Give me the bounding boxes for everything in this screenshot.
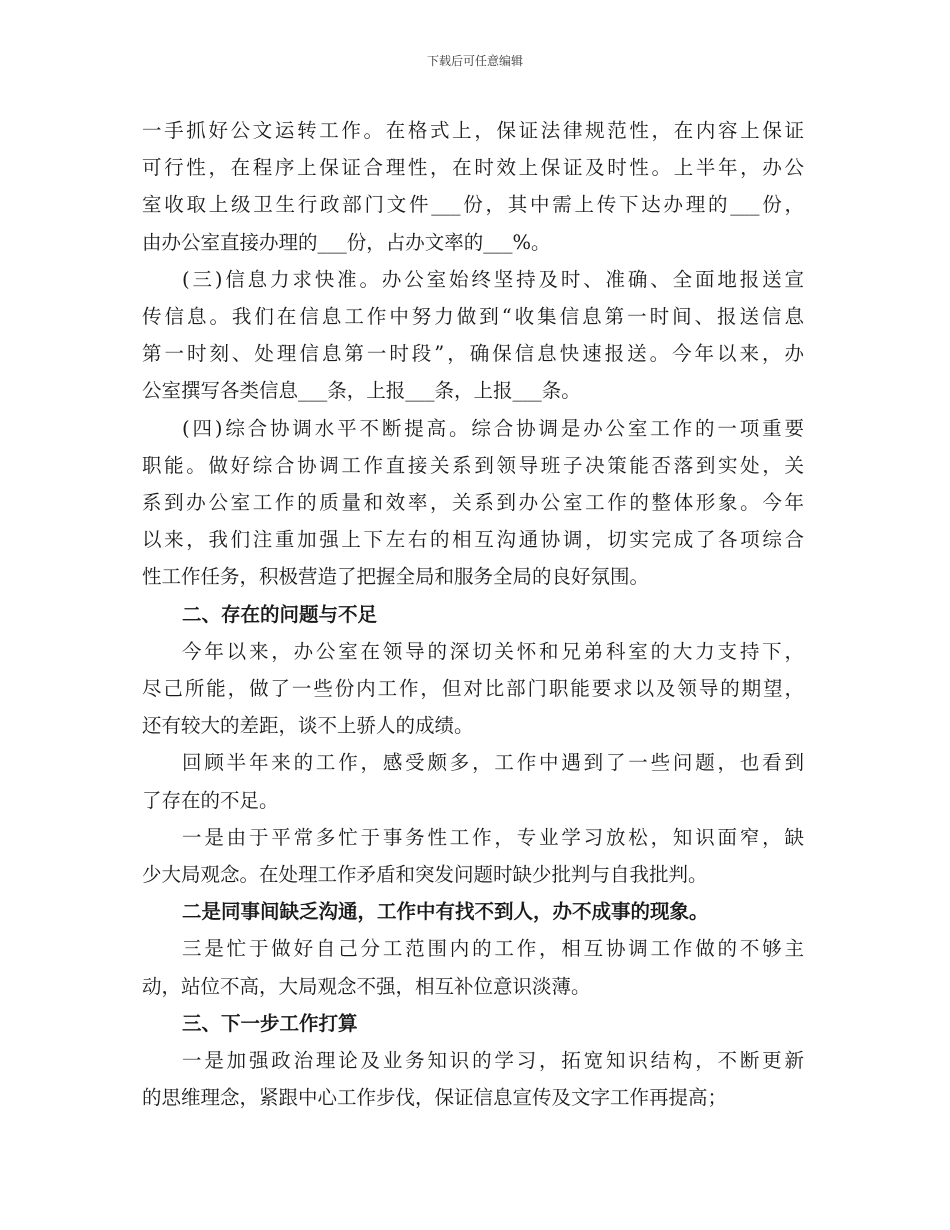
paragraph-line: 一是由于平常多忙于事务性工作，专业学习放松，知识面窄，缺 [182, 825, 804, 849]
paragraph-line: 尽己所能，做了一些份内工作，但对比部门职能要求以及领导的期望， [142, 677, 804, 701]
paragraph-line: 系到办公室工作的质量和效率，关系到办公室工作的整体形象。今年 [142, 491, 804, 515]
paragraph-line: 职能。做好综合协调工作直接关系到领导班子决策能否落到实处，关 [142, 453, 804, 477]
section-heading-line: 二是同事间缺乏沟通，工作中有找不到人，办不成事的现象。 [182, 900, 709, 924]
paragraph-line: 的思维理念，紧跟中心工作步伐，保证信息宣传及文字工作再提高； [142, 1086, 728, 1110]
text-block [142, 112, 804, 1116]
paragraph-line: 一是加强政治理论及业务知识的学习，拓宽知识结构，不断更新 [182, 1049, 804, 1073]
document-body [142, 112, 804, 1116]
section-heading-line: 三、下一步工作打算 [182, 1011, 358, 1035]
paragraph-line: 第一时刻、处理信息第一时段”，确保信息快速报送。今年以来，办 [142, 342, 804, 366]
paragraph-line: 还有较大的差距，谈不上骄人的成绩。 [142, 714, 474, 738]
paragraph-line: 传信息。我们在信息工作中努力做到“收集信息第一时间、报送信息 [142, 305, 804, 329]
paragraph-line: (三)信息力求快准。办公室始终坚持及时、准确、全面地报送宣 [182, 267, 804, 291]
paragraph-line: 性工作任务，积极营造了把握全局和服务全局的良好氛围。 [142, 565, 650, 589]
paragraph-line: 少大局观念。在处理工作矛盾和突发问题时缺少批判与自我批判。 [142, 863, 708, 887]
paragraph-line: 由办公室直接办理的___份，占办文率的___%。 [142, 230, 551, 254]
paragraph-line: 公室撰写各类信息___条，上报___条，上报___条。 [142, 379, 581, 403]
paragraph-line: 了存在的不足。 [142, 788, 279, 812]
paragraph-line: 三是忙于做好自己分工范围内的工作，相互协调工作做的不够主 [182, 937, 804, 961]
paragraph-line: 今年以来，办公室在领导的深切关怀和兄弟科室的大力支持下， [182, 639, 804, 663]
paragraph-line: 回顾半年来的工作，感受颇多，工作中遇到了一些问题，也看到 [182, 751, 804, 775]
paragraph-line: (四)综合协调水平不断提高。综合协调是办公室工作的一项重要 [182, 416, 804, 440]
section-heading-line: 二、存在的问题与不足 [182, 602, 378, 626]
paragraph-line: 室收取上级卫生行政部门文件___份，其中需上传下达办理的___份， [142, 193, 804, 217]
page-header: 下载后可任意编辑 [426, 54, 523, 68]
paragraph-line: 一手抓好公文运转工作。在格式上，保证法律规范性，在内容上保证 [142, 119, 804, 142]
paragraph-line: 可行性，在程序上保证合理性，在时效上保证及时性。上半年，办公 [142, 156, 804, 180]
paragraph-line: 动，站位不高，大局观念不强，相互补位意识淡薄。 [142, 974, 591, 998]
paragraph-line: 以来，我们注重加强上下左右的相互沟通协调，切实完成了各项综合 [142, 528, 804, 552]
